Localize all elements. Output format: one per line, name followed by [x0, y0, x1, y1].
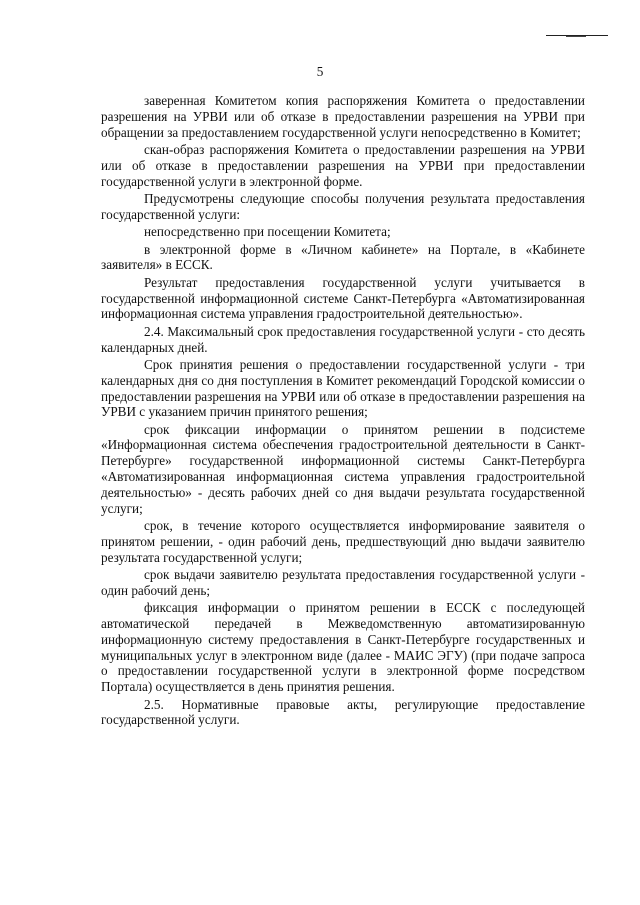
paragraph: непосредственно при посещении Комитета; [144, 224, 391, 240]
page-number: 5 [316, 64, 324, 79]
paragraph: Результат предоставления государственной услуги учитывается в государственной информационной системе Санкт-Петербурга «Автоматизированная информационная система управления градостроительной деятельностью». [101, 274, 585, 322]
section-2-5-paragraph: 2.5. Нормативные правовые акты, регулирующие предоставление государственной услуги. [101, 696, 585, 728]
header-rule-short [566, 36, 586, 37]
paragraph: срок фиксации информации о принятом решении в подсистеме «Информационная система обеспечения градостроительной деятельности в Санкт-Петербурге» государственной информационной системы Санкт-Петербурга «Автоматизированная информационная система управления градостроительной деятельностью» - десять рабочих дней со дня выдачи результата государственной услуги; [101, 421, 585, 516]
paragraph: срок выдачи заявителю результата предоставления государственной услуги - один рабочий день; [101, 567, 585, 598]
paragraph: скан-образ распоряжения Комитета о предоставлении разрешения на УРВИ или об отказе в предоставлении разрешения на УРВИ при предоставлении государственной услуги в электронной форме. [101, 141, 585, 189]
paragraph: заверенная Комитетом копия распоряжения Комитета о предоставлении разрешения на УРВИ или об отказе в предоставлении разрешения на УРВИ при обращении за предоставлением государственной услуги непосредственно в Комитет; [101, 93, 585, 140]
section-2-4-paragraph: 2.4. Максимальный срок предоставления государственной услуги - сто десять календарных дней. [101, 323, 585, 355]
paragraph: срок, в течение которого осуществляется информирование заявителя о принятом решении, - один рабочий день, предшествующий дню выдачи заявителю результата государственной услуги; [101, 518, 585, 565]
paragraph: Предусмотрены следующие способы получения результата предоставления государственной услуги: [101, 190, 585, 222]
paragraph: в электронной форме в «Личном кабинете» на Портале, в «Кабинете заявителя» в ЕССК. [101, 241, 585, 273]
paragraph: Срок принятия решения о предоставлении государственной услуги - три календарных дня со дня поступления в Комитет рекомендаций Городской комиссии о предоставлении разрешения на УРВИ или об отказе в предоставлении разрешения на УРВИ с указанием причин принятого решения; [101, 356, 585, 420]
paragraph: фиксация информации о принятом решении в ЕССК с последующей автоматической передачей в Межведомственную автоматизированную информационную систему предоставления в Санкт-Петербурге государственных и муниципальных услуг в электронном виде (далее - МАИС ЭГУ) (при подаче запроса о предоставлении государственной услуги в электронной форме посредством Портала) осуществляется в день принятия решения. [101, 600, 585, 695]
document-body [101, 93, 585, 730]
